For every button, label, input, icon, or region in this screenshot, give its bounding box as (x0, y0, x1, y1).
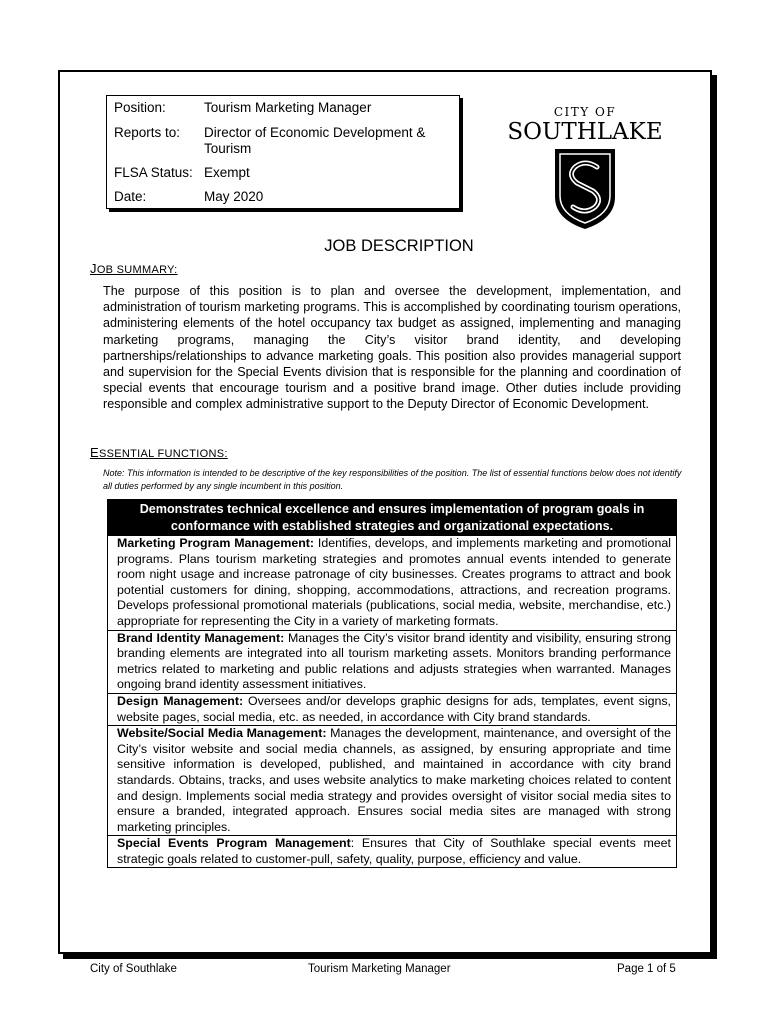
function-text: Identifies, develops, and implements marketing and promotional programs. Plans tourism marketing strategies and promotes annual events intended to generate room night usage and increase patronage of city businesses. Creates programs to attract and book potential customers for dining, shopping, accommodations, attractions, and recreation programs. Develops professional promotional materials (publications, social media, website, merchandise, etc.) appropriate for representing the City in a variety of marketing formats. (117, 536, 671, 628)
function-text: Oversees and/or develops graphic designs for ads, templates, event signs, website pages, social media, etc. as needed, in accordance with City brand standards. (117, 693, 671, 724)
functions-table-header: Demonstrates technical excellence and ensures implementation of program goals in conformance with established strategies and organizational expectations. (108, 500, 676, 536)
info-row-reports-to (114, 125, 449, 157)
document-title: JOB DESCRIPTION (324, 237, 474, 255)
reports-to-label: Reports to: (114, 125, 181, 140)
reports-to-value: Director of Economic Development & Tourism (204, 125, 426, 156)
date-value: May 2020 (204, 189, 264, 204)
position-info-box (106, 95, 460, 209)
essential-functions-note: Note: This information is intended to be descriptive of the key responsibilities of the position. The list of essential functions below does not identify all duties performed by any single incumbent in this position. (103, 468, 682, 491)
info-row-position (114, 100, 449, 116)
function-row-website-social (108, 725, 676, 835)
job-summary-text: The purpose of this position is to plan and oversee the development, implementation, and administration of tourism marketing programs. This is accomplished by coordinating tourism operations, administering elements of the hotel occupancy tax budget as assigned, implementing and managing marketing programs, managing the City’s visitor brand identity, and developing partnerships/relationships to advance marketing goals. This position also provides managerial support and supervision for the Special Events division that is responsible for the planning and coordination of special events that encourage tourism and a positive brand image. Other duties include providing responsible and complex administrative support to the Deputy Director of Economic Development. (103, 284, 681, 412)
function-row-special-events (108, 835, 676, 867)
function-row-brand-identity (108, 630, 676, 693)
function-title: Brand Identity Management: (117, 630, 285, 645)
city-logo (490, 105, 680, 240)
flsa-value: Exempt (204, 165, 250, 180)
essential-functions-table (107, 499, 677, 868)
function-title: Marketing Program Management: (117, 536, 315, 550)
function-title: Design Management: (117, 693, 244, 708)
job-summary-heading-initial: J (90, 261, 97, 276)
essential-functions-heading-initial: E (90, 445, 99, 460)
function-title: Website/Social Media Management: (117, 726, 327, 741)
logo-city-of-text: CITY OF (553, 105, 617, 119)
footer-left: City of Southlake (90, 963, 177, 975)
essential-functions-heading (90, 445, 228, 460)
job-summary-heading-rest: OB SUMMARY: (96, 264, 178, 276)
function-title: Special Events Program Management (117, 836, 351, 851)
date-label: Date: (114, 189, 147, 204)
position-value: Tourism Marketing Manager (204, 100, 372, 115)
logo-southlake-text: SOUTHLAKE (507, 119, 663, 145)
info-row-date (114, 189, 449, 205)
function-text: Manages the City’s visitor brand identity and visibility, ensuring strong branding elements are integrated into all tourism marketing assets. Monitors branding performance metrics related to marketing and public relations and adjusts strategies when warranted. Manages ongoing brand identity assessment initiatives. (117, 630, 671, 692)
flsa-label: FLSA Status: (114, 165, 193, 180)
job-summary-heading (90, 261, 178, 276)
function-text: : Ensures that City of Southlake special events meet strategic goals related to customer-pull, safety, quality, purpose, efficiency and value. (117, 836, 672, 866)
info-row-flsa (114, 165, 449, 181)
southlake-shield-icon (553, 147, 617, 231)
position-label: Position: (114, 100, 166, 115)
function-row-design (108, 693, 676, 725)
footer-center: Tourism Marketing Manager (308, 963, 451, 975)
footer-page-number: Page 1 of 5 (617, 963, 676, 975)
essential-functions-heading-rest: SSENTIAL FUNCTIONS: (98, 448, 228, 460)
function-text: Manages the development, maintenance, and oversight of the City’s visitor website and social media channels, as assigned, by ensuring appropriate and time sensitive information is developed, published, and maintained in accordance with city brand standards. Obtains, tracks, and uses website analytics to make marketing choices related to content and design. Implements social media strategy and provides oversight of visitor social media sites to ensure a branded, integrated approach. Ensures social media sites are managed with strong marketing principles. (117, 726, 671, 834)
function-row-marketing-program (108, 536, 676, 630)
